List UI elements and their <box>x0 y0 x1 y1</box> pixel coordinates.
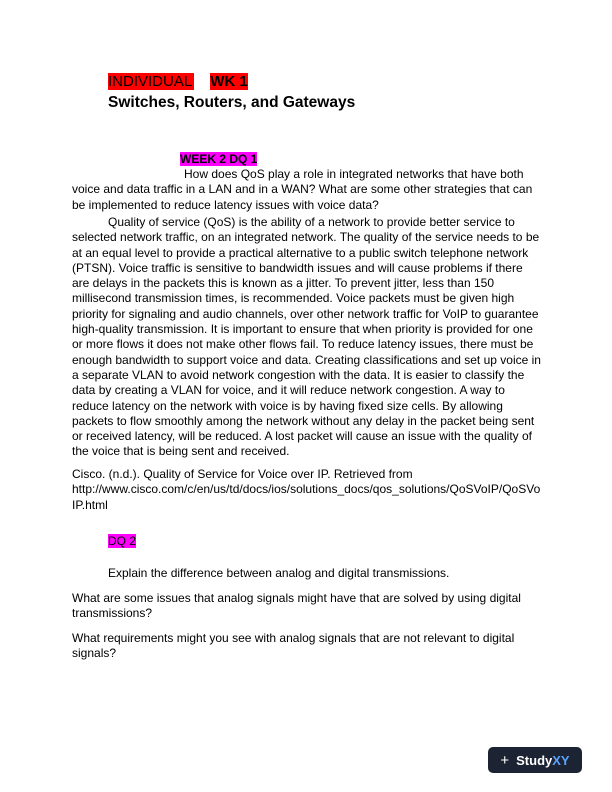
dq1-heading <box>180 152 257 166</box>
dq1-question-first-line: How does QoS play a role in integrated networks that have both <box>184 167 524 181</box>
dq2-question-3: What requirements might you see with analog signals that are not relevant to digital signals? <box>72 631 515 661</box>
week-label: WK 1 <box>210 73 248 90</box>
dq1-question-rest: voice and data traffic in a LAN and in a WAN? What are some other strategies that can be implemented to reduce latency issues with voice data? <box>72 182 533 212</box>
plus-icon: + <box>500 751 510 769</box>
dq1-tag: WEEK 2 DQ 1 <box>180 152 258 166</box>
dq2-question-1: Explain the difference between analog and digital transmissions. <box>108 566 450 580</box>
dq1-question <box>72 167 542 213</box>
brand-accent: XY <box>552 752 570 768</box>
dq2-tag: DQ 2 <box>108 534 137 548</box>
dq2-question-2: What are some issues that analog signals might have that are solved by using digital transmissions? <box>72 591 521 621</box>
dq2-heading <box>108 534 136 548</box>
studyxy-badge[interactable] <box>488 747 582 773</box>
citation-url[interactable]: http://www.cisco.com/c/en/us/td/docs/ios/solutions_docs/qos_solutions/QoSVoIP/QoSVoIP.html <box>72 482 541 512</box>
dq1-answer <box>72 215 542 460</box>
brand-main: Study <box>516 752 553 768</box>
page-title: Switches, Routers, and Gateways <box>108 94 356 111</box>
dq1-citation <box>72 467 542 513</box>
assignment-header <box>108 73 248 90</box>
dq1-answer-text: Quality of service (QoS) is the ability of a network to provide better service to selected network traffic, on an integrated network. The quality of the service needs to be at an equal level to provide a practical alternative to a public switch telephone network (PTSN). Voice traffic is sensitive to bandwidth issues and will cause problems if there are delays in the packets this is known as a jitter. To prevent jitter, less than 150 millisecond transmission times, is recommended. Voice packets must be given high priority for signaling and audio channels, over other network traffic for VoIP to guarantee high-quality transmission. It is important to ensure that when priority is provided for one or more flows it does not make other flows fail. To reduce latency issues, there must be enough bandwidth to support voice and data. Creating classifications and set up voice in a separate VLAN to avoid network congestion with the data. It is easier to classify the data by creating a VLAN for voice, and it will reduce network congestion. A way to reduce latency on the network with voice is by having fixed size cells. By allowing packets to flow smoothly among the network without any delay in the packet being sent or received latency, will be reduced. A lost packet will cause an issue with the quality of the voice that is being sent and received. <box>72 215 541 459</box>
citation-text: Cisco. (n.d.). Quality of Service for Voice over IP. Retrieved from <box>72 467 413 481</box>
individual-label: INDIVIDUAL <box>108 73 193 90</box>
